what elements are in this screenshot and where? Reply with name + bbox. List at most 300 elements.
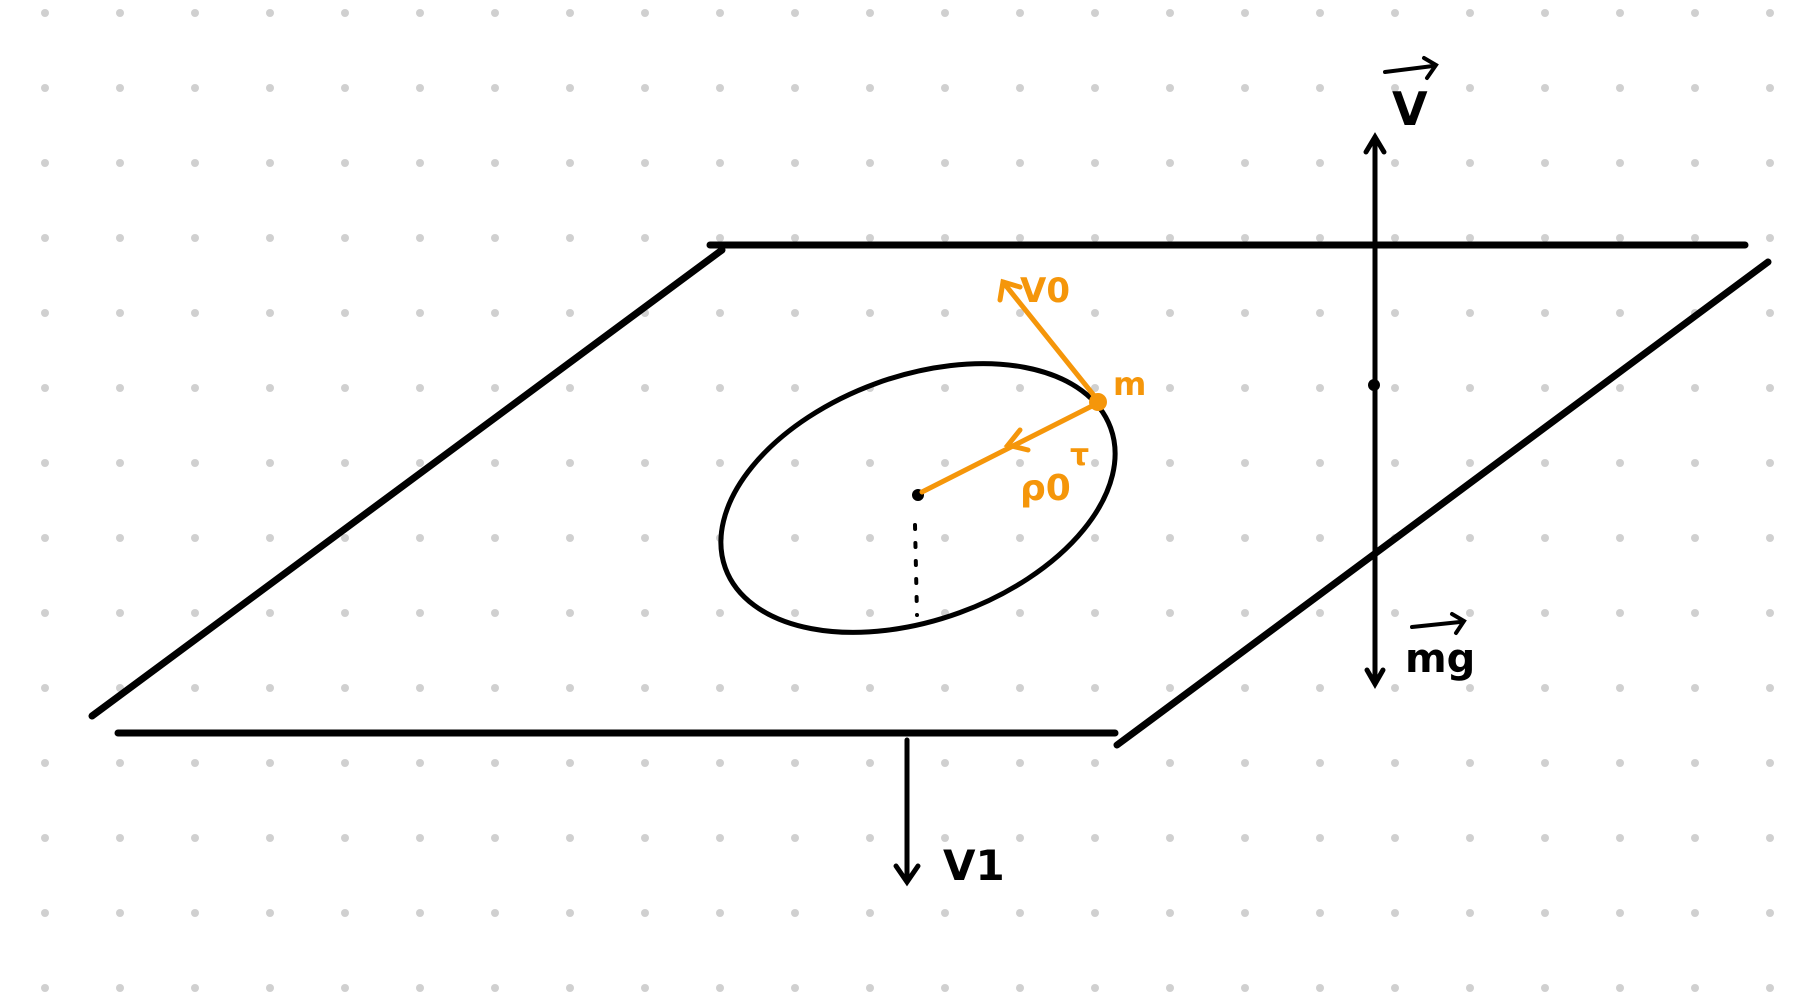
grid-dot (1316, 384, 1324, 392)
grid-dot (1166, 384, 1174, 392)
grid-dot (941, 309, 949, 317)
grid-dot (641, 459, 649, 467)
grid-dot (1241, 9, 1249, 17)
grid-dot (1766, 459, 1774, 467)
grid-dot (1241, 159, 1249, 167)
grid-dot (1166, 159, 1174, 167)
grid-dot (1316, 9, 1324, 17)
grid-dot (1316, 759, 1324, 767)
grid-dot (1541, 234, 1549, 242)
grid-dot (866, 759, 874, 767)
grid-dot (716, 834, 724, 842)
grid-dot (341, 984, 349, 992)
grid-dot (1691, 9, 1699, 17)
grid-dot (491, 834, 499, 842)
grid-dot (791, 609, 799, 617)
grid-dot (491, 234, 499, 242)
grid-dot (941, 759, 949, 767)
grid-dot (1166, 309, 1174, 317)
grid-dot (1466, 159, 1474, 167)
grid-dot (1391, 759, 1399, 767)
grid-dot (1766, 534, 1774, 542)
grid-dot (1616, 609, 1624, 617)
grid-dot (1391, 384, 1399, 392)
grid-dot (1466, 84, 1474, 92)
grid-dot (416, 684, 424, 692)
grid-dot (491, 459, 499, 467)
grid-dot (116, 759, 124, 767)
grid-dot (1316, 534, 1324, 542)
grid-dot (1166, 759, 1174, 767)
grid-dot (1091, 309, 1099, 317)
grid-dot (1166, 234, 1174, 242)
grid-dot (1091, 984, 1099, 992)
grid-dot (1541, 684, 1549, 692)
grid-dot (941, 234, 949, 242)
grid-dot (491, 609, 499, 617)
grid-dot (1616, 684, 1624, 692)
grid-dot (266, 309, 274, 317)
grid-dot (191, 84, 199, 92)
grid-dot (191, 684, 199, 692)
plane (92, 245, 1768, 745)
grid-dot (416, 534, 424, 542)
grid-dot (116, 384, 124, 392)
grid-dot (566, 909, 574, 917)
grid-dot (1016, 684, 1024, 692)
grid-dot (416, 834, 424, 842)
grid-dot (341, 84, 349, 92)
grid-dot (1091, 159, 1099, 167)
grid-dot (641, 234, 649, 242)
grid-dot (566, 459, 574, 467)
grid-dot (866, 984, 874, 992)
grid-dot (1316, 834, 1324, 842)
grid-dot (116, 9, 124, 17)
grid-dot (491, 759, 499, 767)
grid-dot (416, 84, 424, 92)
grid-dot (266, 9, 274, 17)
grid-dot (1766, 909, 1774, 917)
grid-dot (1241, 309, 1249, 317)
grid-dot (1316, 234, 1324, 242)
grid-dot (1316, 909, 1324, 917)
grid-dot (791, 759, 799, 767)
grid-dot (1541, 834, 1549, 842)
grid-dot (341, 909, 349, 917)
grid-dot (491, 9, 499, 17)
grid-dot (116, 459, 124, 467)
grid-dot (191, 534, 199, 542)
grid-dot (1166, 609, 1174, 617)
grid-dot (1691, 159, 1699, 167)
grid-dot (41, 159, 49, 167)
grid-dot (266, 84, 274, 92)
grid-dot (641, 759, 649, 767)
grid-dot (866, 84, 874, 92)
grid-dot (1241, 759, 1249, 767)
grid-dot (1541, 459, 1549, 467)
grid-dot (1616, 384, 1624, 392)
grid-dot (116, 834, 124, 842)
grid-dot (1016, 9, 1024, 17)
grid-dot (1466, 459, 1474, 467)
grid-dot (1091, 234, 1099, 242)
grid-dot (1391, 609, 1399, 617)
grid-dot (1166, 984, 1174, 992)
grid-dot (491, 534, 499, 542)
grid-dot (116, 309, 124, 317)
grid-dot (1691, 234, 1699, 242)
grid-dot (1691, 84, 1699, 92)
grid-dot (791, 9, 799, 17)
grid-dot (341, 834, 349, 842)
grid-dot (716, 984, 724, 992)
grid-dot (1466, 984, 1474, 992)
grid-dot (416, 609, 424, 617)
grid-dot (191, 309, 199, 317)
grid-dot (191, 609, 199, 617)
grid-dot (116, 234, 124, 242)
grid-dot (341, 609, 349, 617)
grid-dot (941, 159, 949, 167)
rho0-label: ρ0 (1020, 468, 1071, 509)
grid-dot (641, 909, 649, 917)
grid-dot (1016, 534, 1024, 542)
grid-dot (191, 459, 199, 467)
grid-dot (1766, 84, 1774, 92)
grid-dot (1016, 984, 1024, 992)
grid-dot (1466, 834, 1474, 842)
grid-dot (41, 909, 49, 917)
grid-dot (1166, 459, 1174, 467)
grid-dot (1616, 759, 1624, 767)
grid-dot (716, 684, 724, 692)
grid-dot (641, 684, 649, 692)
grid-dot (1091, 459, 1099, 467)
grid-dot (1616, 909, 1624, 917)
grid-dot (941, 984, 949, 992)
grid-dot (1766, 309, 1774, 317)
grid-dot (266, 534, 274, 542)
grid-dot (1616, 309, 1624, 317)
mg-label: mg (1405, 636, 1476, 682)
grid-dot (341, 459, 349, 467)
mass-label: m (1113, 365, 1147, 403)
grid-dot (866, 909, 874, 917)
grid-dot (116, 84, 124, 92)
grid-dot (1541, 609, 1549, 617)
grid-dot (191, 759, 199, 767)
grid-dot (791, 309, 799, 317)
grid-dot (1241, 459, 1249, 467)
grid-dot (266, 909, 274, 917)
grid-dot (116, 609, 124, 617)
grid-dot (791, 834, 799, 842)
grid-dot (866, 834, 874, 842)
grid-dot (1391, 9, 1399, 17)
grid-dot (1766, 609, 1774, 617)
grid-dot (1466, 384, 1474, 392)
grid-dot (41, 384, 49, 392)
grid-dot (1091, 684, 1099, 692)
grid-dot (266, 159, 274, 167)
grid-dot (491, 309, 499, 317)
grid-dot (791, 234, 799, 242)
grid-dot (1466, 609, 1474, 617)
grid-dot (1241, 534, 1249, 542)
grid-dot (41, 309, 49, 317)
grid-dot (1466, 309, 1474, 317)
grid-dot (116, 534, 124, 542)
grid-dot (1691, 684, 1699, 692)
vertical-line-point (1368, 379, 1380, 391)
grid-dot (716, 9, 724, 17)
grid-dot (266, 459, 274, 467)
grid-dot (41, 759, 49, 767)
grid-dot (191, 384, 199, 392)
grid-dot (1691, 909, 1699, 917)
grid-dot (1766, 9, 1774, 17)
grid-dot (116, 909, 124, 917)
v0-label: V0 (1020, 271, 1070, 311)
grid-dot (566, 159, 574, 167)
grid-dot (1016, 909, 1024, 917)
v-vector-label: V (1392, 82, 1428, 136)
grid-dot (41, 234, 49, 242)
grid-dot (41, 459, 49, 467)
grid-dot (716, 909, 724, 917)
v1-label: V1 (943, 841, 1005, 890)
grid-dot (1016, 84, 1024, 92)
grid-dot (791, 909, 799, 917)
grid-dot (1766, 159, 1774, 167)
grid-dot (641, 834, 649, 842)
grid-dot (1166, 534, 1174, 542)
grid-dot (1241, 834, 1249, 842)
grid-dot (191, 909, 199, 917)
grid-dot (1241, 234, 1249, 242)
grid-dot (791, 84, 799, 92)
grid-dot (1241, 609, 1249, 617)
grid-dot (1166, 9, 1174, 17)
grid-dot (566, 384, 574, 392)
grid-dot (416, 9, 424, 17)
grid-dot (1166, 684, 1174, 692)
grid-dot (1316, 459, 1324, 467)
grid-dot (41, 684, 49, 692)
grid-dot (1691, 534, 1699, 542)
grid-dot (1391, 159, 1399, 167)
grid-dot (866, 309, 874, 317)
grid-dot (1241, 84, 1249, 92)
grid-dot (416, 984, 424, 992)
grid-dot (1541, 384, 1549, 392)
grid-dot (1316, 684, 1324, 692)
grid-dot (191, 984, 199, 992)
grid-dot (716, 234, 724, 242)
grid-dot (1391, 909, 1399, 917)
grid-dot (1466, 234, 1474, 242)
grid-dot (1541, 84, 1549, 92)
grid-dot (941, 84, 949, 92)
grid-dot (416, 159, 424, 167)
grid-dot (1166, 909, 1174, 917)
grid-dot (1316, 984, 1324, 992)
grid-dot (716, 609, 724, 617)
grid-dot (1316, 159, 1324, 167)
center-dotted-line (915, 525, 917, 615)
grid-dot (1766, 234, 1774, 242)
grid-dot (341, 234, 349, 242)
grid-dot (491, 384, 499, 392)
grid-dot (1316, 84, 1324, 92)
grid-dot (1541, 984, 1549, 992)
grid-dot (941, 909, 949, 917)
grid-dot (566, 84, 574, 92)
grid-dot (416, 234, 424, 242)
grid-dot (1241, 984, 1249, 992)
grid-dot (1541, 309, 1549, 317)
v-overarrow (1385, 66, 1433, 72)
grid-dot (41, 84, 49, 92)
grid-dot (491, 159, 499, 167)
grid-dot (1016, 609, 1024, 617)
grid-dot (941, 534, 949, 542)
grid-dot (866, 534, 874, 542)
grid-dot (266, 984, 274, 992)
grid-dot (341, 684, 349, 692)
mass-point (1089, 393, 1107, 411)
grid-dot (1316, 309, 1324, 317)
grid-dot (1691, 609, 1699, 617)
grid-dot (1466, 9, 1474, 17)
grid-dot (641, 84, 649, 92)
grid-dot (866, 609, 874, 617)
grid-dot (1091, 909, 1099, 917)
grid-dot (716, 159, 724, 167)
grid-dot (566, 9, 574, 17)
grid-dot (1391, 234, 1399, 242)
grid-dot (791, 384, 799, 392)
grid-dot (416, 759, 424, 767)
grid-dot (941, 459, 949, 467)
grid-dot (41, 834, 49, 842)
grid-dot (866, 9, 874, 17)
grid-dot (1466, 759, 1474, 767)
grid-dot (716, 84, 724, 92)
grid-dot (116, 159, 124, 167)
grid-dot (1391, 459, 1399, 467)
grid-dot (1616, 834, 1624, 842)
grid-dot (866, 234, 874, 242)
grid-dot (791, 459, 799, 467)
grid-dot (341, 159, 349, 167)
grid-dot (791, 984, 799, 992)
grid-dot (566, 534, 574, 542)
grid-dot (41, 9, 49, 17)
grid-dot (491, 909, 499, 917)
grid-dot (1616, 84, 1624, 92)
grid-dot (1091, 534, 1099, 542)
grid-dot (1391, 684, 1399, 692)
grid-dot (416, 384, 424, 392)
grid-dot (41, 609, 49, 617)
grid-dot (416, 309, 424, 317)
grid-dot (1541, 759, 1549, 767)
grid-dot (641, 534, 649, 542)
grid-dot (1691, 384, 1699, 392)
grid-dot (41, 534, 49, 542)
grid-dot (566, 759, 574, 767)
grid-dot (866, 459, 874, 467)
grid-dot (641, 384, 649, 392)
grid-dot (341, 759, 349, 767)
grid-dot (866, 684, 874, 692)
grid-dot (1241, 684, 1249, 692)
grid-dot (341, 309, 349, 317)
grid-dot (641, 9, 649, 17)
grid-dot (641, 609, 649, 617)
grid-dot (1766, 834, 1774, 842)
grid-dot (1016, 159, 1024, 167)
grid-dot (941, 684, 949, 692)
vertical-force-line (1366, 137, 1384, 684)
grid-dot (1091, 834, 1099, 842)
grid-dot (566, 609, 574, 617)
grid-dot (41, 984, 49, 992)
grid-dot (1766, 759, 1774, 767)
grid-dot (791, 534, 799, 542)
grid-dot (941, 9, 949, 17)
tau-label: τ (1070, 438, 1090, 473)
grid-dot (716, 759, 724, 767)
grid-dot (566, 309, 574, 317)
grid-dot (1466, 684, 1474, 692)
grid-dot (191, 834, 199, 842)
grid-dot (1241, 384, 1249, 392)
mg-overarrow (1412, 622, 1460, 627)
grid-dot (566, 684, 574, 692)
grid-dot (491, 684, 499, 692)
grid-dot (1766, 384, 1774, 392)
grid-dot (566, 834, 574, 842)
grid-dot (1541, 534, 1549, 542)
grid-dot (1316, 609, 1324, 617)
grid-dot (266, 834, 274, 842)
grid-dot (1616, 159, 1624, 167)
plane-edge-left (92, 250, 722, 716)
grid-dot (1391, 984, 1399, 992)
grid-dot (116, 984, 124, 992)
grid-dot (716, 459, 724, 467)
grid-dot (1466, 534, 1474, 542)
grid-dot (641, 159, 649, 167)
grid-dot (1541, 159, 1549, 167)
grid-dot (1766, 984, 1774, 992)
grid-dot (566, 984, 574, 992)
grid-dot (1016, 759, 1024, 767)
grid-dot (1016, 459, 1024, 467)
grid-dot (566, 234, 574, 242)
vector-arrow-marks (1385, 58, 1464, 633)
grid-dot (416, 459, 424, 467)
grid-dot (341, 384, 349, 392)
grid-dot (1766, 684, 1774, 692)
grid-dot (1691, 984, 1699, 992)
grid-dot (1091, 9, 1099, 17)
grid-dot (1616, 984, 1624, 992)
